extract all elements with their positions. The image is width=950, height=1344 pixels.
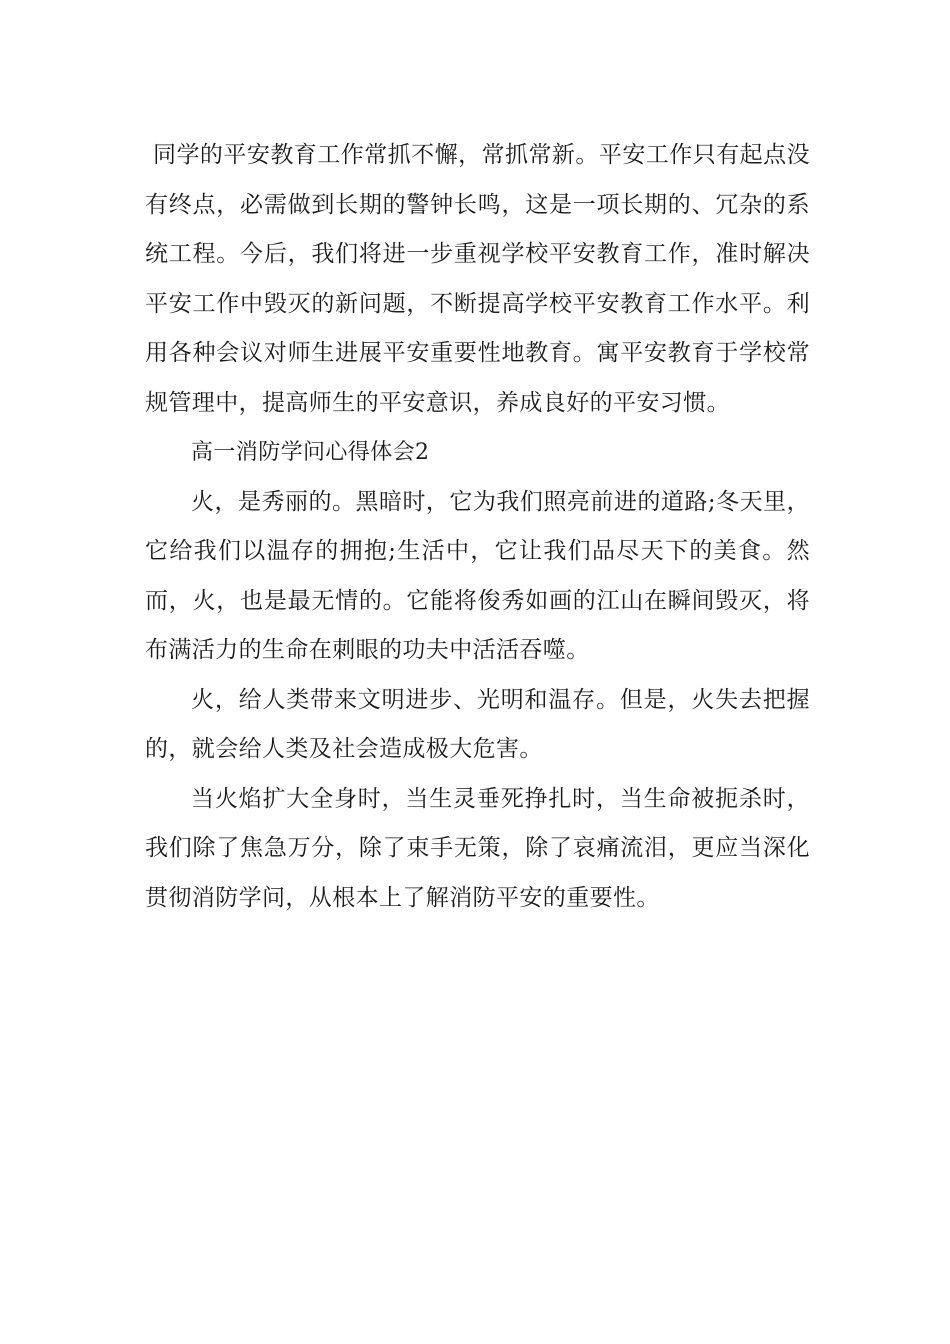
paragraph-fire-civilization: 火，给人类带来文明进步、光明和温存。但是，火失去把握的，就会给人类及社会造成极大危害。 (145, 686, 810, 762)
paragraph-fire-knowledge: 当火焰扩大全身时，当生灵垂死挣扎时，当生命被扼杀时，我们除了焦急万分，除了束手无策，除了哀痛流泪，更应当深化贯彻消防学问，从根本上了解消防平安的重要性。 (145, 785, 810, 911)
section-heading: 高一消防学问心得体会2 (191, 440, 430, 465)
document-body (145, 131, 810, 923)
paragraph-fire-beauty: 火，是秀丽的。黑暗时，它为我们照亮前进的道路;冬天里，它给我们以温存的拥抱;生活中，它让我们品尽天下的美食。然而，火，也是最无情的。它能将俊秀如画的江山在瞬间毁灭，将布满活力的生命在刺眼的功夫中活活吞噬。 (145, 488, 810, 663)
paragraph-safety-education: 同学的平安教育工作常抓不懈，常抓常新。平安工作只有起点没有终点，必需做到长期的警钟长鸣，这是一项长期的、冗杂的系统工程。今后，我们将进一步重视学校平安教育工作，准时解决平安工作中毁灭的新问题，不断提高学校平安教育工作水平。利用各种会议对师生进展平安重要性地教育。寓平安教育于学校常规管理中，提高师生的平安意识，养成良好的平安习惯。 (145, 142, 810, 416)
